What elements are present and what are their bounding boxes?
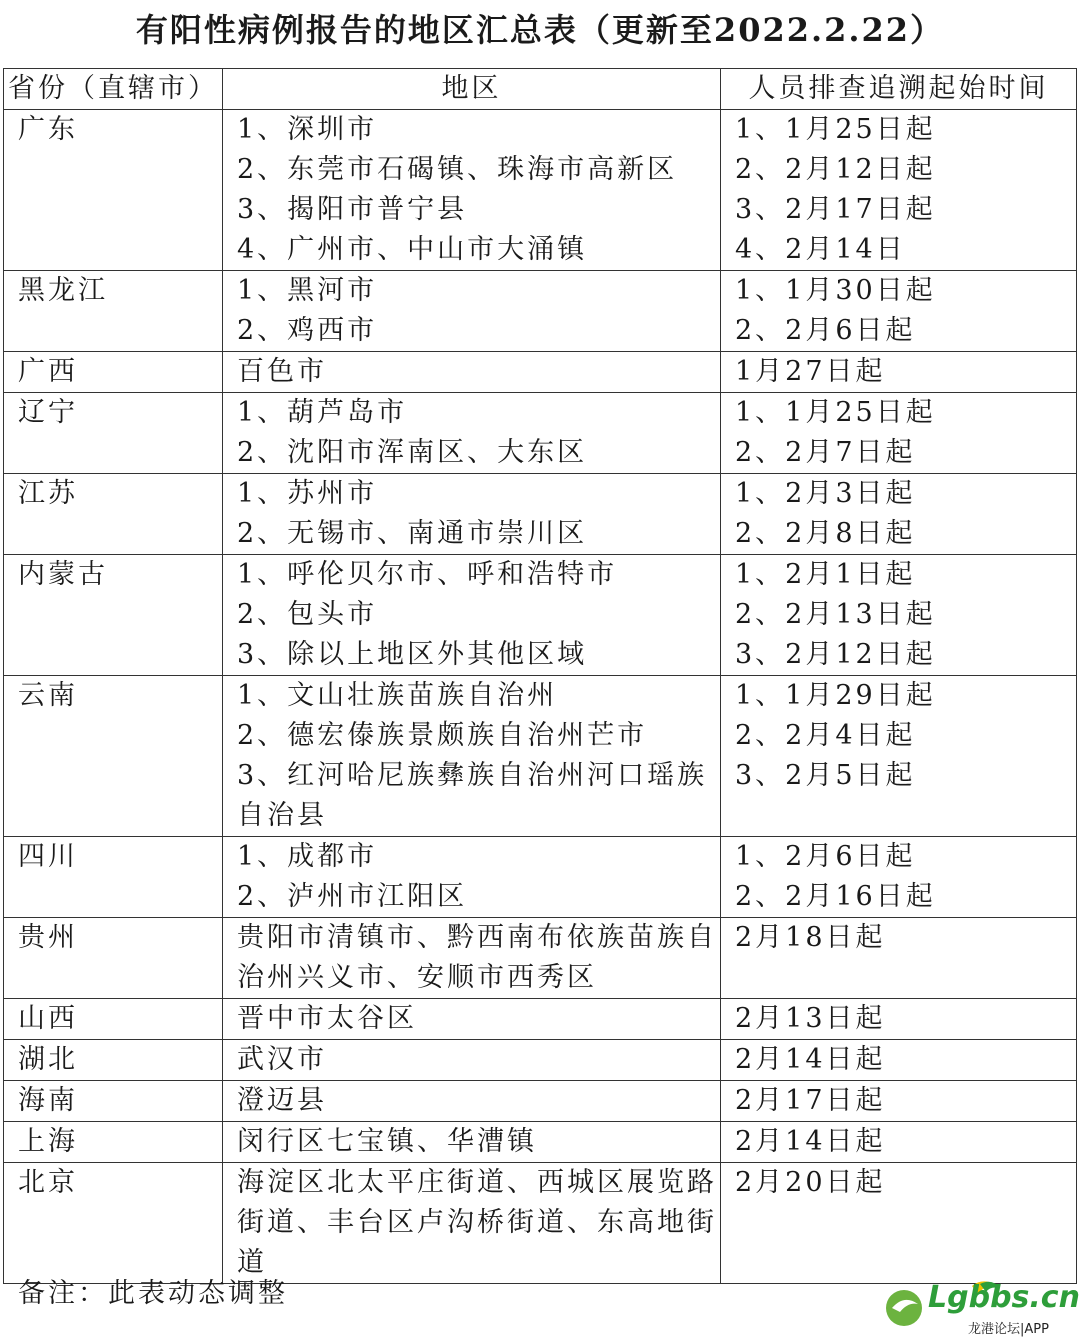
date-cell <box>721 1040 1077 1081</box>
date-cell <box>721 555 1077 676</box>
province-cell: 内蒙古 <box>4 555 223 676</box>
province-cell: 黑龙江 <box>4 271 223 352</box>
table-row <box>4 1081 1077 1122</box>
summary-table <box>3 68 1077 1284</box>
date-line: 2月13日起 <box>735 1003 886 1034</box>
date-line: 1、2月3日起 <box>735 478 916 509</box>
date-cell <box>721 1081 1077 1122</box>
area-line: 1、文山壮族苗族自治州 <box>237 680 558 711</box>
date-line: 2、2月12日起 <box>735 154 936 185</box>
table-row <box>4 1163 1077 1284</box>
area-cell <box>223 555 721 676</box>
area-cell <box>223 1081 721 1122</box>
table-row <box>4 393 1077 474</box>
province-cell: 云南 <box>4 676 223 837</box>
table-row <box>4 555 1077 676</box>
date-line: 3、2月5日起 <box>735 760 916 791</box>
header-province: 省份（直辖市） <box>4 69 223 110</box>
date-cell <box>721 393 1077 474</box>
date-line: 1、1月25日起 <box>735 114 936 145</box>
area-line: 1、葫芦岛市 <box>237 397 408 428</box>
province-cell: 北京 <box>4 1163 223 1284</box>
date-line: 2、2月16日起 <box>735 881 936 912</box>
area-cell <box>223 676 721 837</box>
date-cell <box>721 837 1077 918</box>
table-row <box>4 918 1077 999</box>
date-cell <box>721 271 1077 352</box>
area-line: 1、深圳市 <box>237 114 378 145</box>
area-line: 澄迈县 <box>237 1085 327 1116</box>
date-cell <box>721 110 1077 271</box>
date-cell <box>721 474 1077 555</box>
province-cell: 江苏 <box>4 474 223 555</box>
area-line: 2、无锡市、南通市崇川区 <box>237 518 588 549</box>
date-line: 2、2月7日起 <box>735 437 916 468</box>
table-header-row <box>4 69 1077 110</box>
area-cell <box>223 271 721 352</box>
area-line: 海淀区北太平庄街道、西城区展览路街道、丰台区卢沟桥街道、东高地街道 <box>237 1167 717 1278</box>
date-cell <box>721 918 1077 999</box>
date-cell <box>721 999 1077 1040</box>
area-line: 3、除以上地区外其他区域 <box>237 639 588 670</box>
area-line: 1、成都市 <box>237 841 378 872</box>
area-line: 闵行区七宝镇、华漕镇 <box>237 1126 537 1157</box>
area-line: 百色市 <box>237 356 327 387</box>
area-line: 2、东莞市石碣镇、珠海市高新区 <box>237 154 678 185</box>
date-line: 4、2月14日 <box>735 234 906 265</box>
area-cell <box>223 393 721 474</box>
date-line: 1、1月29日起 <box>735 680 936 711</box>
date-line: 1、2月6日起 <box>735 841 916 872</box>
province-cell: 上海 <box>4 1122 223 1163</box>
area-cell <box>223 918 721 999</box>
table-title: 有阳性病例报告的地区汇总表（更新至2022.2.22） <box>135 11 945 49</box>
area-line: 1、呼伦贝尔市、呼和浩特市 <box>237 559 618 590</box>
province-cell: 四川 <box>4 837 223 918</box>
date-line: 2、2月4日起 <box>735 720 916 751</box>
watermark-logo <box>882 1278 1080 1340</box>
area-cell <box>223 999 721 1040</box>
area-cell <box>223 1040 721 1081</box>
area-cell <box>223 1163 721 1284</box>
date-line: 2、2月8日起 <box>735 518 916 549</box>
area-line: 武汉市 <box>237 1044 327 1075</box>
date-cell <box>721 1122 1077 1163</box>
area-cell <box>223 110 721 271</box>
date-line: 2、2月13日起 <box>735 599 936 630</box>
watermark-text: Lgbbs.cn <box>928 1280 1080 1315</box>
date-line: 2月17日起 <box>735 1085 886 1116</box>
area-line: 1、苏州市 <box>237 478 378 509</box>
province-cell: 广西 <box>4 352 223 393</box>
date-line: 2月18日起 <box>735 922 886 953</box>
date-line: 3、2月17日起 <box>735 194 936 225</box>
province-cell: 广东 <box>4 110 223 271</box>
area-line: 2、泸州市江阳区 <box>237 881 468 912</box>
area-line: 1、黑河市 <box>237 275 378 306</box>
area-line: 2、包头市 <box>237 599 378 630</box>
date-cell <box>721 676 1077 837</box>
area-cell <box>223 1122 721 1163</box>
area-line: 晋中市太谷区 <box>237 1003 417 1034</box>
date-line: 1、1月25日起 <box>735 397 936 428</box>
table-body <box>4 110 1077 1284</box>
area-cell <box>223 352 721 393</box>
footnote: 备注：此表动态调整 <box>18 1278 288 1309</box>
header-area: 地区 <box>223 69 721 110</box>
header-date: 人员排查追溯起始时间 <box>721 69 1077 110</box>
table-row <box>4 1122 1077 1163</box>
date-line: 2月14日起 <box>735 1126 886 1157</box>
date-line: 1月27日起 <box>735 356 886 387</box>
table-row <box>4 352 1077 393</box>
date-cell <box>721 352 1077 393</box>
date-cell <box>721 1163 1077 1284</box>
area-line: 2、沈阳市浑南区、大东区 <box>237 437 588 468</box>
table-row <box>4 1040 1077 1081</box>
province-cell: 湖北 <box>4 1040 223 1081</box>
table-row <box>4 676 1077 837</box>
date-line: 3、2月12日起 <box>735 639 936 670</box>
date-line: 2、2月6日起 <box>735 315 916 346</box>
table-row <box>4 474 1077 555</box>
area-cell <box>223 837 721 918</box>
table-row <box>4 837 1077 918</box>
date-line: 2月14日起 <box>735 1044 886 1075</box>
table-row <box>4 999 1077 1040</box>
area-line: 3、揭阳市普宁县 <box>237 194 468 225</box>
province-cell: 贵州 <box>4 918 223 999</box>
province-cell: 辽宁 <box>4 393 223 474</box>
table-row <box>4 110 1077 271</box>
area-line: 2、德宏傣族景颇族自治州芒市 <box>237 720 648 751</box>
date-line: 1、1月30日起 <box>735 275 936 306</box>
date-line: 2月20日起 <box>735 1167 886 1198</box>
date-line: 1、2月1日起 <box>735 559 916 590</box>
area-line: 4、广州市、中山市大涌镇 <box>237 234 588 265</box>
area-line: 3、红河哈尼族彝族自治州河口瑶族自治县 <box>237 760 708 831</box>
area-line: 2、鸡西市 <box>237 315 378 346</box>
province-cell: 山西 <box>4 999 223 1040</box>
table-row <box>4 271 1077 352</box>
area-line: 贵阳市清镇市、黔西南布依族苗族自治州兴义市、安顺市西秀区 <box>237 922 717 993</box>
province-cell: 海南 <box>4 1081 223 1122</box>
area-cell <box>223 474 721 555</box>
watermark-subtext: 龙港论坛|APP <box>968 1322 1049 1337</box>
